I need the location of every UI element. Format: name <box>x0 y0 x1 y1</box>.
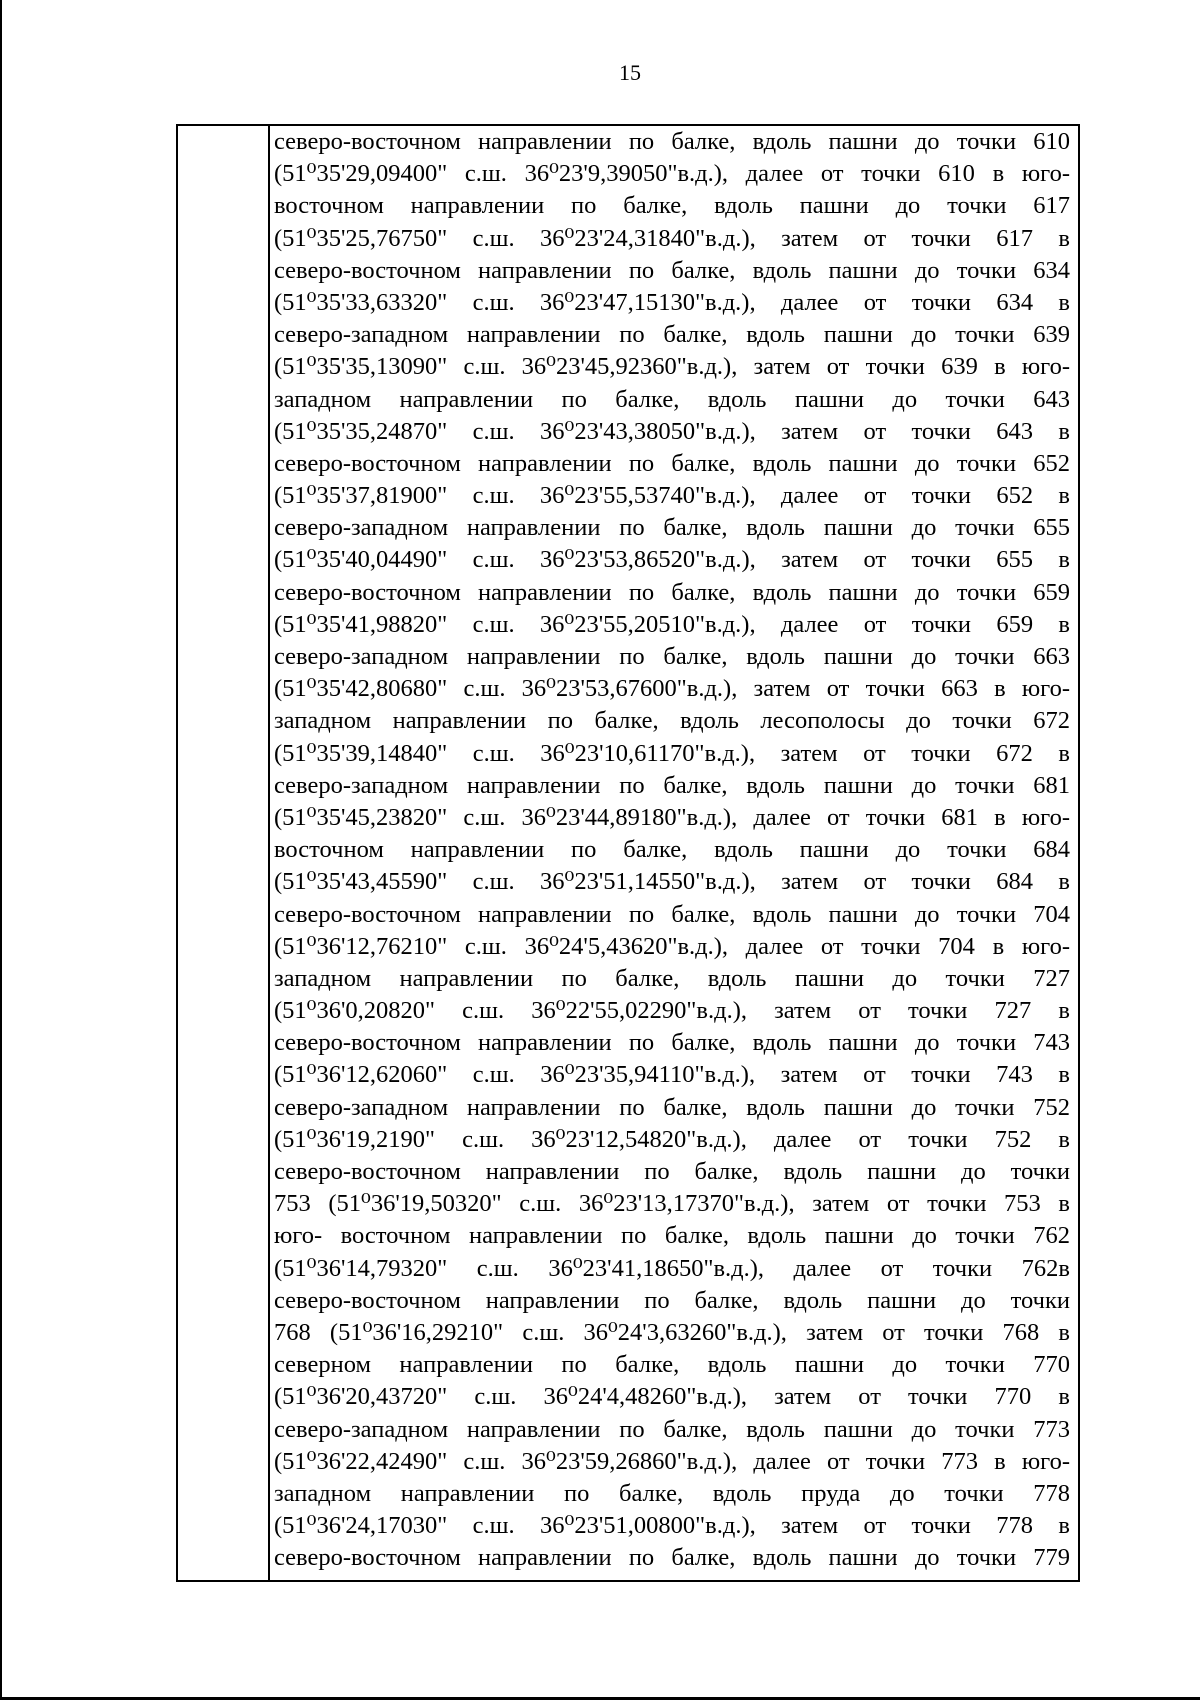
text-line: (51⁰35'43,45590" с.ш. 36⁰23'51,14550"в.д.), затем от точки 684 в <box>274 868 1070 896</box>
text-line: северо-восточном направлении по балке, вдоль пашни до точки <box>274 1158 1070 1185</box>
text-line: (51⁰35'33,63320" с.ш. 36⁰23'47,15130"в.д.), далее от точки 634 в <box>274 288 1070 316</box>
text-line: 753 (51⁰36'19,50320" с.ш. 36⁰23'13,17370"в.д.), затем от точки 753 в <box>274 1190 1070 1218</box>
text-line: западном направлении по балке, вдоль лесополосы до точки 672 <box>274 707 1070 735</box>
text-line: (51⁰35'42,80680" с.ш. 36⁰23'53,67600"в.д.), затем от точки 663 в юго- <box>274 675 1070 703</box>
text-line: западном направлении по балке, вдоль пашни до точки 643 <box>274 385 1070 413</box>
text-line: (51⁰35'39,14840" с.ш. 36⁰23'10,61170"в.д.), затем от точки 672 в <box>274 739 1070 767</box>
text-line: восточном направлении по балке, вдоль пашни до точки 684 <box>274 836 1070 864</box>
text-line: (51⁰36'14,79320" с.ш. 36⁰23'41,18650"в.д.), далее от точки 762в <box>274 1254 1070 1282</box>
text-line: (51⁰35'29,09400" с.ш. 36⁰23'9,39050"в.д.), далее от точки 610 в юго- <box>274 160 1070 188</box>
text-line: западном направлении по балке, вдоль пруда до точки 778 <box>274 1479 1070 1507</box>
text-line: северо-западном направлении по балке, вдоль пашни до точки 773 <box>274 1415 1070 1443</box>
text-line: (51⁰35'37,81900" с.ш. 36⁰23'55,53740"в.д.), далее от точки 652 в <box>274 482 1070 510</box>
text-line: юго- восточном направлении по балке, вдоль пашни до точки 762 <box>274 1222 1070 1250</box>
text-line: северо-восточном направлении по балке, вдоль пашни до точки <box>274 1286 1070 1314</box>
text-line: западном направлении по балке, вдоль пашни до точки 727 <box>274 964 1070 992</box>
text-line: северо-восточном направлении по балке, вдоль пашни до точки 779 <box>274 1544 1070 1572</box>
text-line: северо-восточном направлении по балке, вдоль пашни до точки 743 <box>274 1029 1070 1057</box>
text-line: (51⁰36'12,76210" с.ш. 36⁰24'5,43620"в.д.), далее от точки 704 в юго- <box>274 932 1070 960</box>
text-line: восточном направлении по балке, вдоль пашни до точки 617 <box>274 192 1070 220</box>
text-line: северо-западном направлении по балке, вдоль пашни до точки 752 <box>274 1093 1070 1121</box>
text-line: (51⁰36'19,2190" с.ш. 36⁰23'12,54820"в.д.), далее от точки 752 в <box>274 1125 1070 1153</box>
text-line: северо-восточном направлении по балке, вдоль пашни до точки 610 <box>274 128 1070 155</box>
text-line: (51⁰36'20,43720" с.ш. 36⁰24'4,48260"в.д.), затем от точки 770 в <box>274 1383 1070 1411</box>
text-line: (51⁰35'45,23820" с.ш. 36⁰23'44,89180"в.д.), далее от точки 681 в юго- <box>274 803 1070 831</box>
text-line: северо-восточном направлении по балке, вдоль пашни до точки 704 <box>274 900 1070 928</box>
text-line: северо-восточном направлении по балке, вдоль пашни до точки 634 <box>274 256 1070 284</box>
text-line: (51⁰35'41,98820" с.ш. 36⁰23'55,20510"в.д.), далее от точки 659 в <box>274 610 1070 638</box>
text-line: (51⁰35'25,76750" с.ш. 36⁰23'24,31840"в.д.), затем от точки 617 в <box>274 224 1070 252</box>
text-line: 768 (51⁰36'16,29210" с.ш. 36⁰24'3,63260"в.д.), затем от точки 768 в <box>274 1318 1070 1346</box>
boundary-description-table <box>176 124 1080 1582</box>
text-line: северо-восточном направлении по балке, вдоль пашни до точки 659 <box>274 578 1070 606</box>
text-line: (51⁰36'12,62060" с.ш. 36⁰23'35,94110"в.д.), затем от точки 743 в <box>274 1061 1070 1089</box>
page-number: 15 <box>619 60 641 85</box>
boundary-description-text <box>274 126 1070 1574</box>
text-line: северо-западном направлении по балке, вдоль пашни до точки 639 <box>274 321 1070 349</box>
text-line: северо-восточном направлении по балке, вдоль пашни до точки 652 <box>274 449 1070 477</box>
text-line: (51⁰35'40,04490" с.ш. 36⁰23'53,86520"в.д.), затем от точки 655 в <box>274 546 1070 574</box>
text-line: (51⁰36'24,17030" с.ш. 36⁰23'51,00800"в.д.), затем от точки 778 в <box>274 1512 1070 1540</box>
text-line: северо-западном направлении по балке, вдоль пашни до точки 655 <box>274 514 1070 542</box>
text-line: северном направлении по балке, вдоль пашни до точки 770 <box>274 1351 1070 1379</box>
text-line: (51⁰35'35,24870" с.ш. 36⁰23'43,38050"в.д.), затем от точки 643 в <box>274 417 1070 445</box>
table-empty-column <box>178 126 270 1580</box>
text-line: северо-западном направлении по балке, вдоль пашни до точки 681 <box>274 771 1070 799</box>
text-line: северо-западном направлении по балке, вдоль пашни до точки 663 <box>274 643 1070 670</box>
text-line: (51⁰36'22,42490" с.ш. 36⁰23'59,26860"в.д.), далее от точки 773 в юго- <box>274 1447 1070 1475</box>
text-line: (51⁰36'0,20820" с.ш. 36⁰22'55,02290"в.д.), затем от точки 727 в <box>274 997 1070 1025</box>
page-left-edge <box>0 0 2 1700</box>
text-line: (51⁰35'35,13090" с.ш. 36⁰23'45,92360"в.д.), затем от точки 639 в юго- <box>274 353 1070 381</box>
